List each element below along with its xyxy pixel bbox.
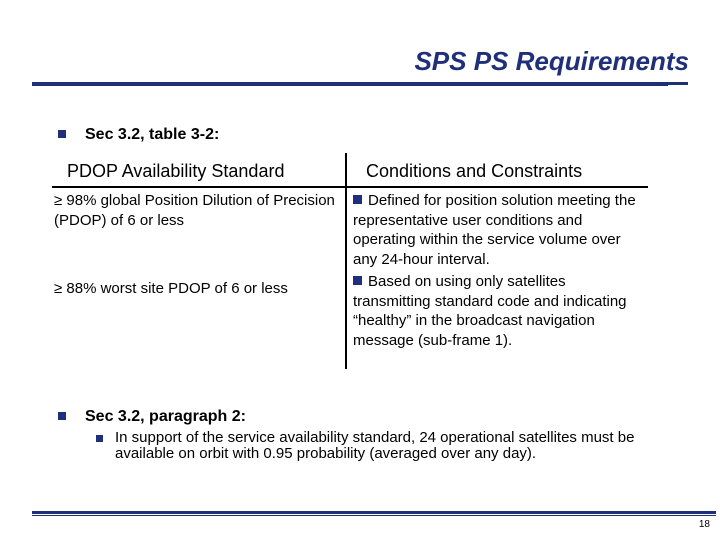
square-bullet-icon: [353, 276, 362, 285]
condition-item: [353, 272, 643, 350]
bullet-text: Sec 3.2, table 3-2:: [85, 126, 220, 143]
header-label: Conditions and Constraints: [366, 161, 583, 181]
footer-rule: [32, 511, 716, 514]
square-bullet-icon: [58, 412, 66, 420]
footer-rule-thin: [32, 515, 716, 516]
square-bullet-icon: [58, 130, 66, 138]
column-divider: [345, 153, 347, 369]
square-bullet-icon: [96, 435, 103, 442]
condition-text: Defined for position solution meeting the representative user conditions and operating within the service volume over any 24-hour interval.: [353, 192, 636, 268]
condition-item: [353, 191, 643, 269]
table-header-left: [52, 153, 347, 188]
condition-text: Based on using only satellites transmitting standard code and indicating “healthy” in the broadcast navigation message (sub-frame 1).: [353, 273, 627, 349]
page-number: 18: [698, 519, 710, 530]
header-label: PDOP Availability Standard: [67, 161, 285, 181]
square-bullet-icon: [353, 195, 362, 204]
requirements-table: [52, 153, 648, 369]
sub-bullet: [115, 430, 675, 462]
table-header-right: [347, 153, 648, 188]
bullet-text: Sec 3.2, paragraph 2:: [85, 408, 246, 425]
slide-title: SPS PS Requirements: [414, 46, 689, 76]
sub-bullet-text: In support of the service availability standard, 24 operational satellites must be available on orbit with 0.95 probability (averaged over any day).: [115, 429, 635, 462]
pdop-global-standard: ≥ 98% global Position Dilution of Precision (PDOP) of 6 or less: [54, 192, 335, 229]
conditions-cell: [353, 191, 643, 350]
pdop-worst-site-standard: ≥ 88% worst site PDOP of 6 or less: [54, 280, 288, 297]
title-underline-thin: [32, 85, 668, 86]
